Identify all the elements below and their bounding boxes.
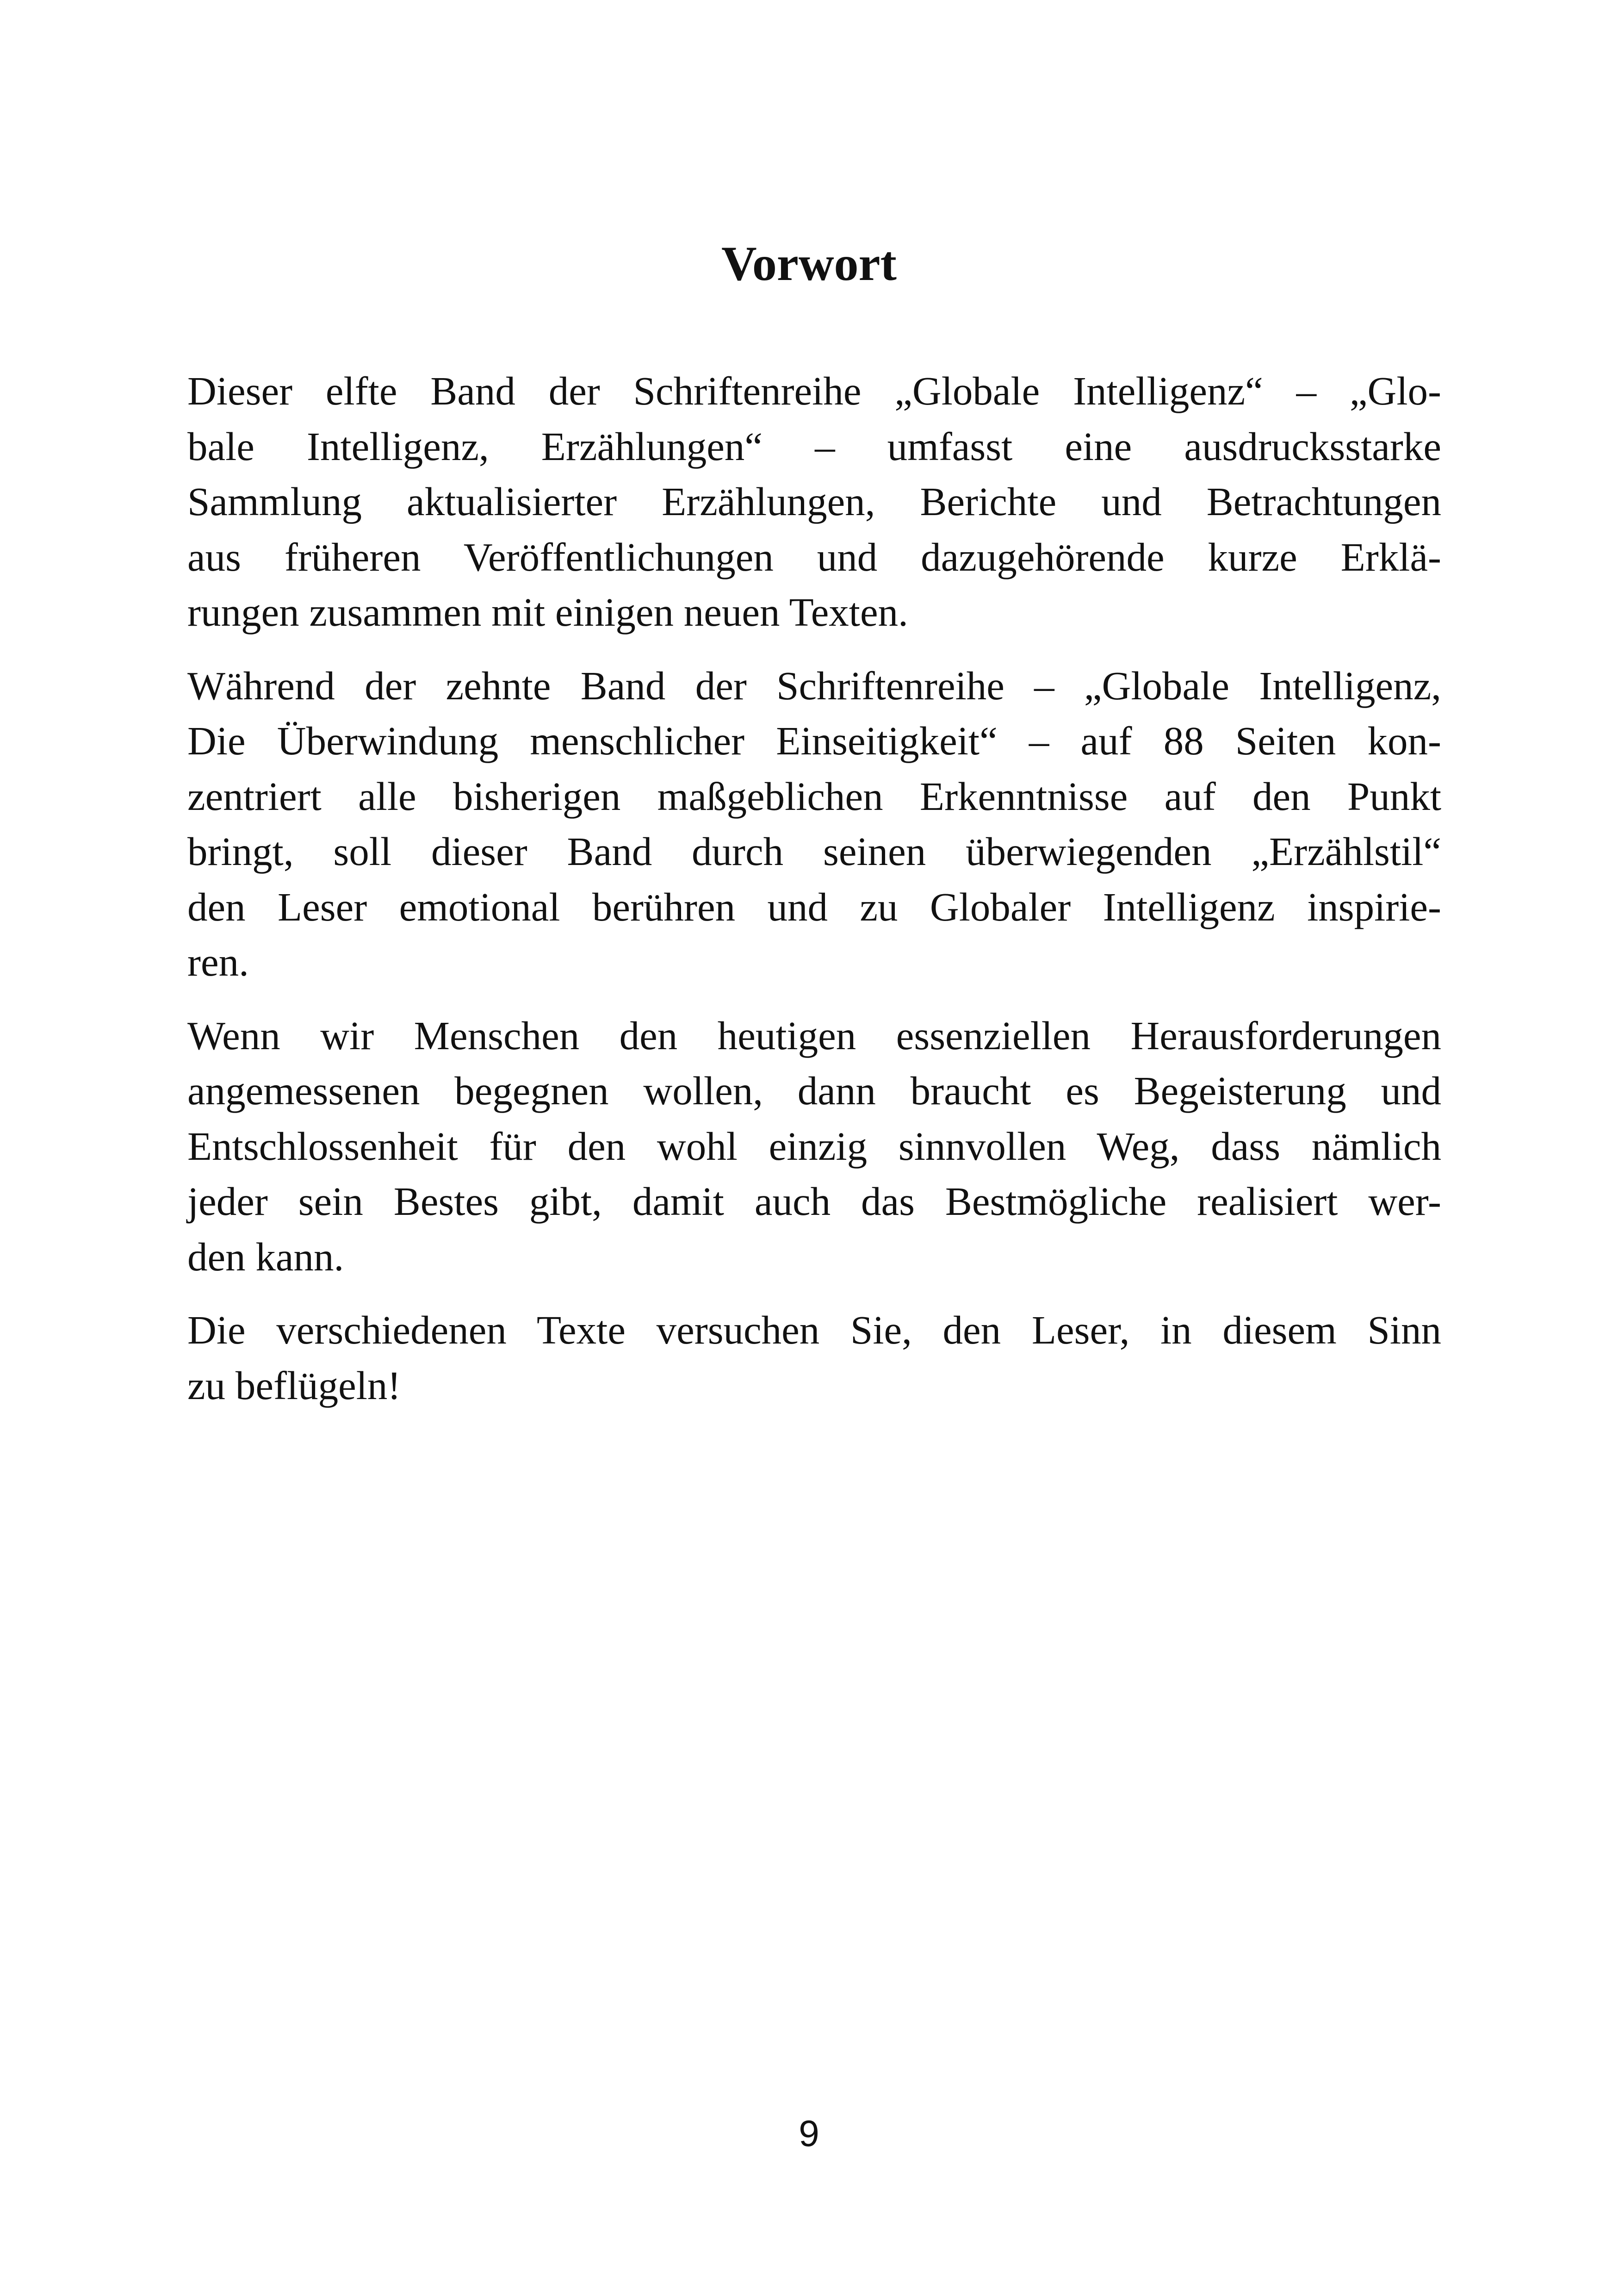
text-line: den kann. xyxy=(187,1234,344,1279)
text-line: aus früheren Veröffentlichungen und dazugehörende kurze Erklä- xyxy=(187,534,1441,579)
text-line: Entschlossenheit für den wohl einzig sinnvollen Weg, dass nämlich xyxy=(187,1123,1441,1169)
text-line: angemessenen begegnen wollen, dann braucht es Begeisterung und xyxy=(187,1068,1441,1113)
text-line: Dieser elfte Band der Schriftenreihe „Globale Intelligenz“ – „Glo- xyxy=(187,368,1441,413)
text-line: bale Intelligenz, Erzählungen“ – umfasst eine ausdrucksstarke xyxy=(187,423,1441,469)
paragraph-4 xyxy=(187,1302,1441,1413)
text-line: Sammlung aktualisierter Erzählungen, Berichte und Betrachtungen xyxy=(187,479,1441,524)
text-line: Die verschiedenen Texte versuchen Sie, den Leser, in diesem Sinn xyxy=(187,1307,1441,1352)
body-text xyxy=(187,363,1441,1431)
paragraph-3 xyxy=(187,1008,1441,1285)
paragraph-1 xyxy=(187,363,1441,640)
text-line: ren. xyxy=(187,940,249,984)
text-line: rungen zusammen mit einigen neuen Texten. xyxy=(187,590,908,635)
text-line: zu beflügeln! xyxy=(187,1363,401,1408)
page-number: 9 xyxy=(799,2113,819,2154)
text-line: bringt, soll dieser Band durch seinen überwiegenden „Erzählstil“ xyxy=(187,829,1441,874)
text-line: Wenn wir Menschen den heutigen essenziellen Herausforderungen xyxy=(187,1013,1441,1058)
text-line: jeder sein Bestes gibt, damit auch das Bestmögliche realisiert wer- xyxy=(187,1179,1441,1224)
text-line: Die Überwindung menschlicher Einseitigkeit“ – auf 88 Seiten kon- xyxy=(187,718,1441,763)
text-line: Während der zehnte Band der Schriftenreihe – „Globale Intelligenz, xyxy=(187,663,1441,708)
page-title: Vorwort xyxy=(721,236,897,291)
text-line: den Leser emotional berühren und zu Globaler Intelligenz inspirie- xyxy=(187,884,1441,929)
text-line: zentriert alle bisherigen maßgeblichen Erkenntnisse auf den Punkt xyxy=(187,773,1441,819)
paragraph-2 xyxy=(187,658,1441,990)
